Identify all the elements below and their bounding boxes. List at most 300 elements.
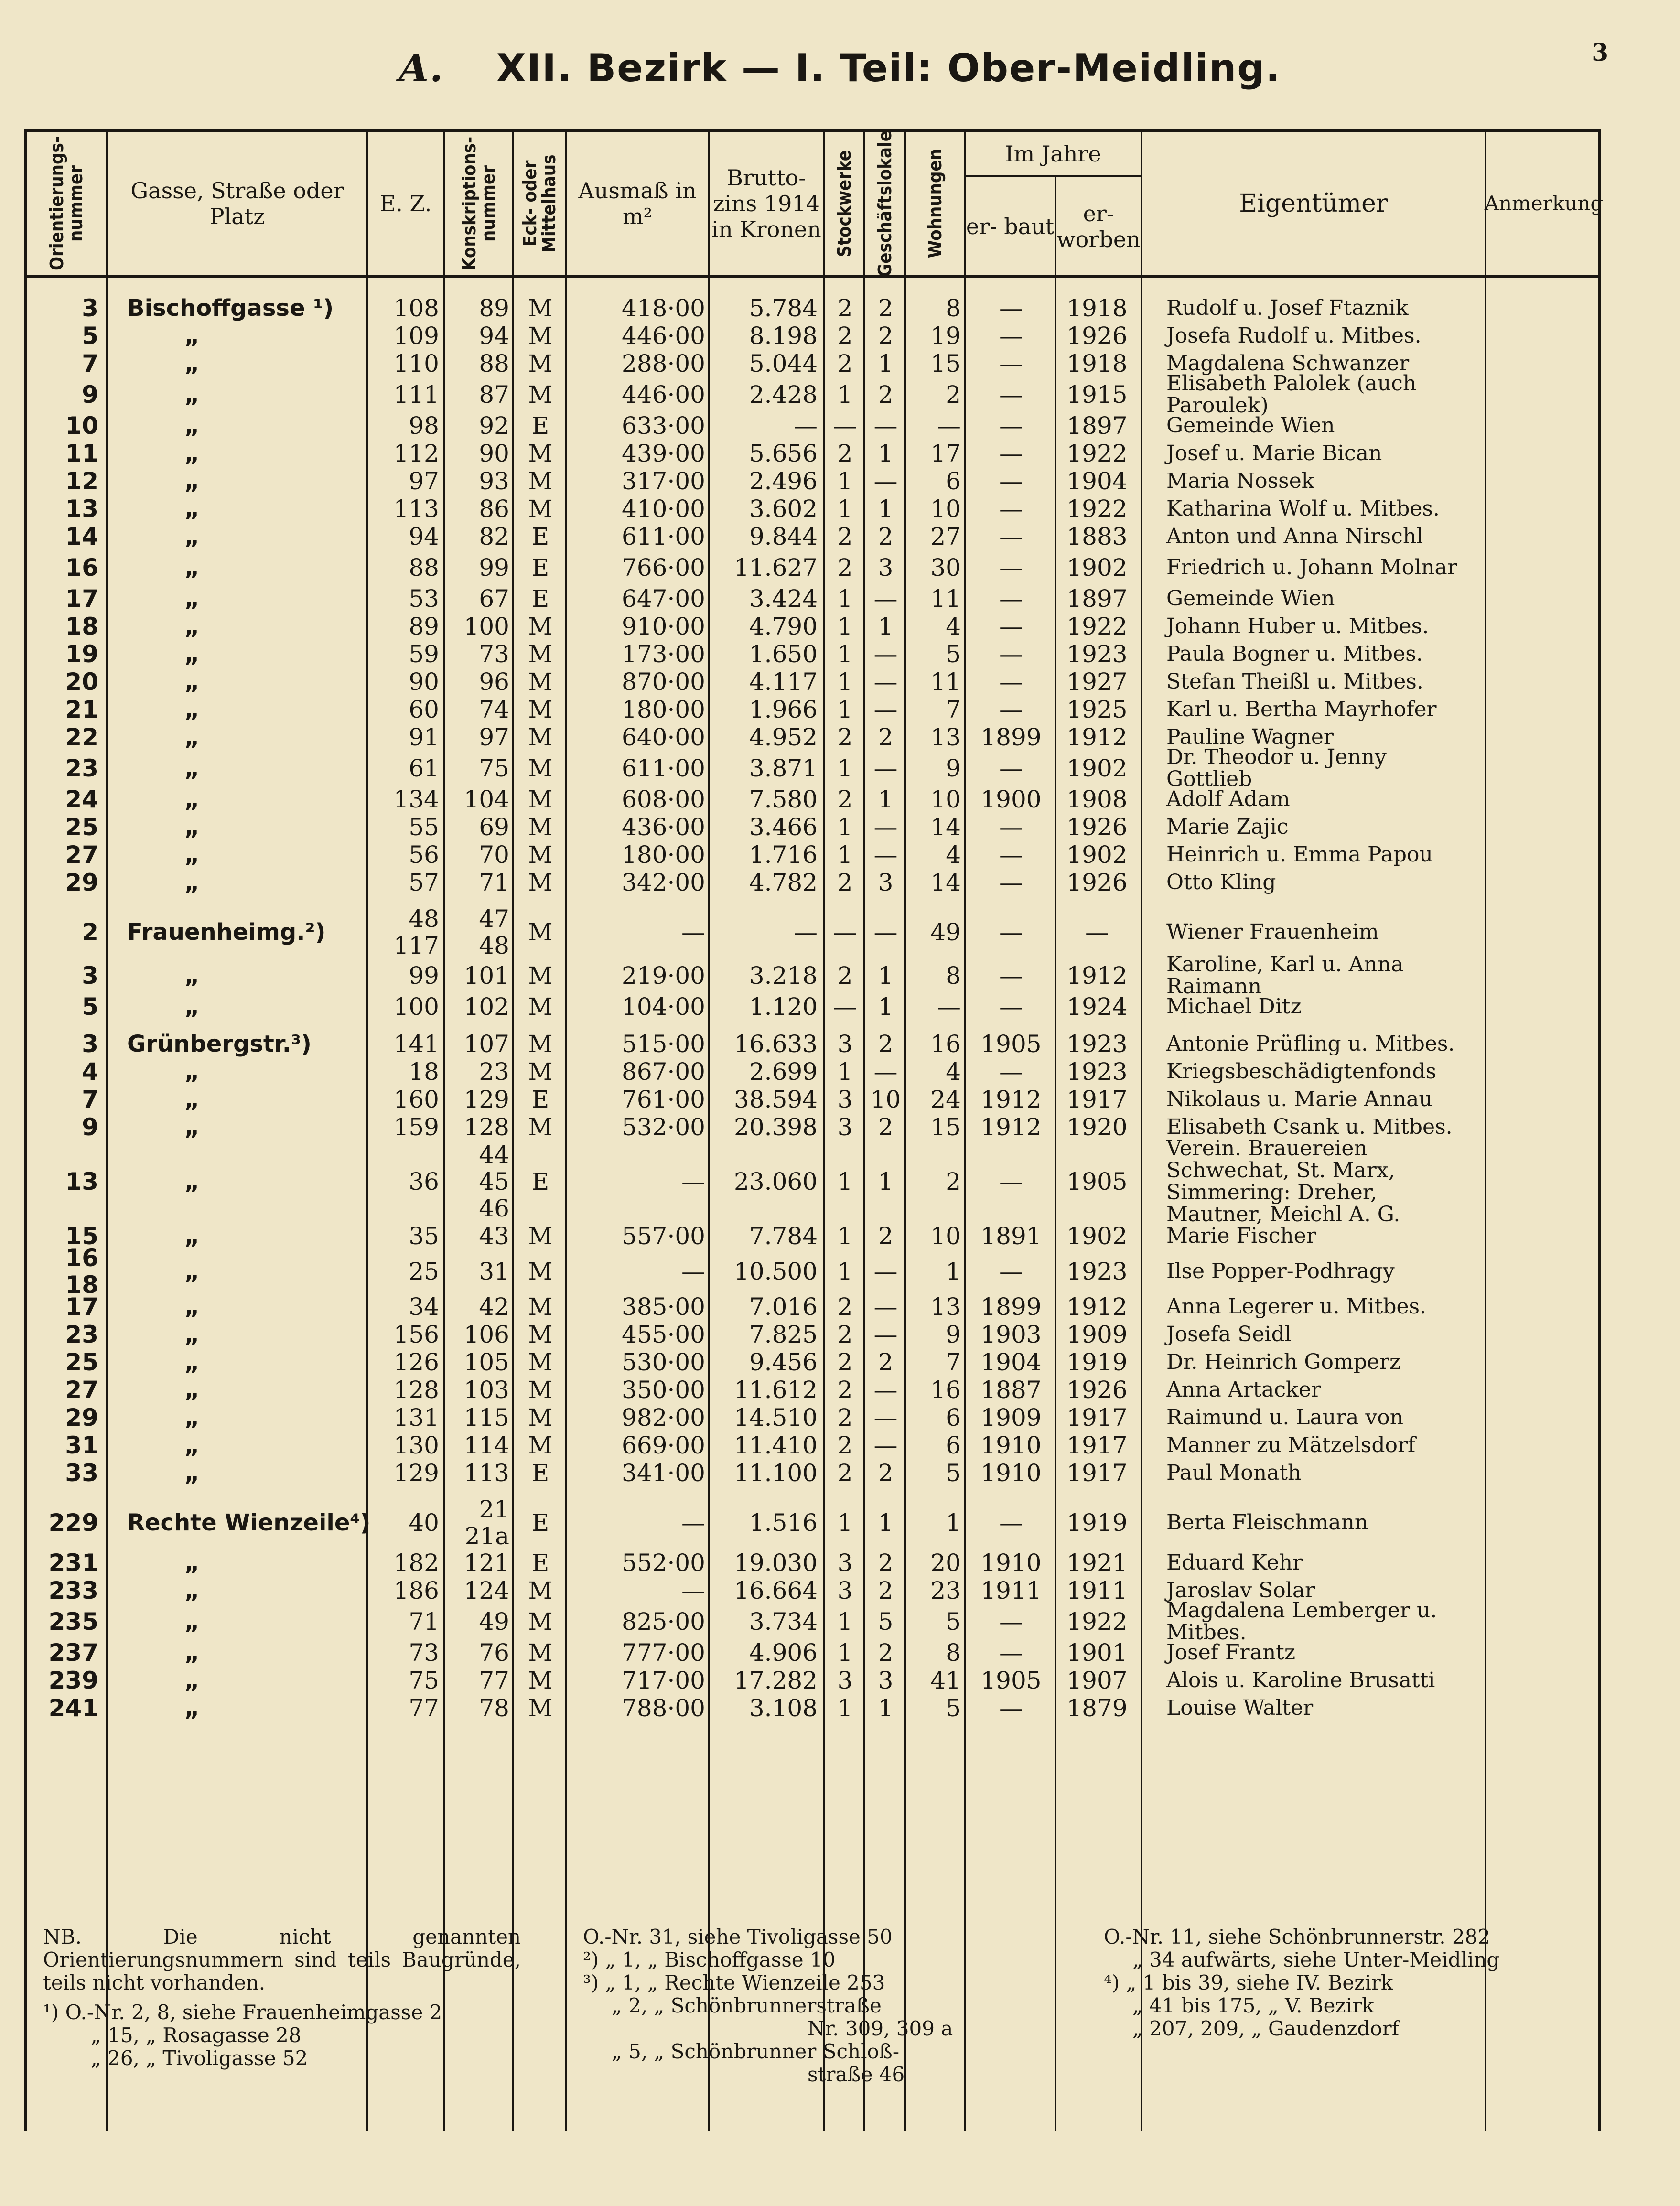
erworben-value: 1917: [1066, 1459, 1128, 1487]
geschaeftslokale-value: —: [873, 1321, 898, 1348]
eck-mittel-value: M: [528, 813, 553, 841]
erworben-value: 1926: [1066, 1376, 1128, 1404]
table-row: [27, 906, 1598, 958]
konskriptionsnummer-value: 87: [479, 381, 509, 409]
orientierungsnummer: 241: [48, 1694, 98, 1722]
bruttozins-value: 3.871: [749, 754, 818, 782]
area-value: 552·00: [622, 1549, 705, 1577]
erworben-value: 1923: [1066, 1030, 1128, 1058]
eck-mittel-value: M: [528, 918, 553, 946]
erbaut-value: —: [999, 322, 1023, 350]
footnote-col2: O.-Nr. 31, siehe Tivoligasse 50 ²) „ 1, „ Bischoffgasse 10 ³) „ 1, „ Rechte Wienzeile 253 „ 2, „ Schönbrunnerstraße Nr. 309, 309 a „ 5, „ Schönbrunner Schloß- straße 46: [583, 1925, 953, 2086]
erbaut-value: —: [999, 1694, 1023, 1722]
bruttozins-value: 11.100: [734, 1459, 818, 1487]
area-value: 611·00: [622, 523, 705, 550]
stockwerke-value: 1: [837, 1258, 853, 1285]
stockwerke-value: 1: [837, 668, 853, 696]
erworben-value: 1902: [1066, 554, 1128, 581]
ez-value: 73: [409, 1639, 439, 1667]
stockwerke-value: —: [833, 993, 857, 1021]
erbaut-value: 1905: [980, 1030, 1042, 1058]
erbaut-value: —: [999, 381, 1023, 409]
area-value: —: [681, 1509, 705, 1537]
owner-name: Elisabeth Csank u. Mitbes.: [1166, 1115, 1453, 1139]
owner-name: Pauline Wagner: [1166, 725, 1334, 749]
eck-mittel-value: M: [528, 869, 553, 896]
street-name: „: [184, 786, 200, 813]
street-name: Bischoffgasse ¹): [127, 295, 334, 322]
table-row: [27, 294, 1598, 322]
orientierungsnummer: 5: [82, 993, 98, 1021]
table-row: [27, 523, 1598, 550]
erbaut-value: —: [999, 841, 1023, 869]
erworben-value: 1902: [1066, 1222, 1128, 1250]
bruttozins-value: 4.790: [749, 613, 818, 640]
owner-name: Eduard Kehr: [1166, 1550, 1303, 1575]
ez-value: 94: [409, 523, 439, 550]
orientierungsnummer: 4: [82, 1058, 98, 1086]
bruttozins-value: 4.117: [749, 668, 818, 696]
area-value: 761·00: [622, 1086, 705, 1113]
table-row: [27, 613, 1598, 640]
stockwerke-value: 1: [837, 640, 853, 668]
area-value: 418·00: [622, 294, 705, 322]
geschaeftslokale-value: —: [873, 1293, 898, 1321]
erworben-value: 1879: [1066, 1694, 1128, 1722]
area-value: 825·00: [622, 1608, 705, 1636]
konskriptionsnummer-value: 89: [479, 294, 509, 322]
eck-mittel-value: M: [528, 1348, 553, 1376]
geschaeftslokale-value: 2: [878, 1030, 894, 1058]
stockwerke-value: 2: [837, 1321, 853, 1348]
area-value: 788·00: [622, 1694, 705, 1722]
eck-mittel-value: M: [528, 440, 553, 467]
orientierungsnummer: 16: [65, 554, 98, 581]
erbaut-value: —: [999, 350, 1023, 377]
konskriptionsnummer-value: 115: [463, 1404, 509, 1431]
bruttozins-value: 1.966: [749, 696, 818, 723]
bruttozins-value: 2.496: [749, 467, 818, 495]
ez-value: 60: [409, 696, 439, 723]
wohnungen-value: 8: [946, 294, 961, 322]
konskriptionsnummer-value: 92: [479, 412, 509, 440]
stockwerke-value: 1: [837, 495, 853, 523]
owner-name: Ilse Popper-Podhragy: [1166, 1259, 1395, 1283]
eck-mittel-value: M: [528, 723, 553, 751]
erworben-value: 1918: [1066, 294, 1128, 322]
eck-mittel-value: M: [528, 1639, 553, 1667]
konskriptionsnummer-value: 97: [479, 723, 509, 751]
area-value: 910·00: [622, 613, 705, 640]
orientierungsnummer: 13: [65, 495, 98, 523]
konskriptionsnummer-value: 44 45 46: [479, 1141, 509, 1222]
erbaut-value: —: [999, 962, 1023, 990]
geschaeftslokale-value: 1: [878, 613, 894, 640]
erworben-value: 1883: [1066, 523, 1128, 550]
wohnungen-value: 10: [930, 495, 961, 523]
erbaut-value: 1905: [980, 1667, 1042, 1694]
erbaut-value: 1909: [980, 1404, 1042, 1431]
konskriptionsnummer-value: 114: [463, 1431, 509, 1459]
eck-mittel-value: M: [528, 1293, 553, 1321]
orientierungsnummer: 9: [82, 381, 98, 409]
street-name: „: [184, 1293, 200, 1320]
bruttozins-value: 16.664: [734, 1577, 818, 1604]
wohnungen-value: 2: [946, 381, 961, 409]
eck-mittel-value: M: [528, 1058, 553, 1086]
street-name: „: [184, 350, 200, 377]
konskriptionsnummer-value: 101: [463, 962, 509, 990]
konskriptionsnummer-value: 93: [479, 467, 509, 495]
bruttozins-value: 7.784: [749, 1222, 818, 1250]
wohnungen-value: 8: [946, 962, 961, 990]
bruttozins-value: 8.198: [749, 322, 818, 350]
table-row: [27, 1348, 1598, 1376]
ez-value: 18: [409, 1058, 439, 1086]
owner-name: Adolf Adam: [1166, 787, 1290, 811]
erbaut-value: —: [999, 585, 1023, 613]
wohnungen-value: 11: [930, 668, 961, 696]
street-name: „: [184, 1058, 200, 1085]
area-value: —: [681, 1577, 705, 1604]
eck-mittel-value: M: [528, 696, 553, 723]
ez-value: 160: [393, 1086, 439, 1113]
ez-value: 25: [409, 1258, 439, 1285]
owner-name: Friedrich u. Johann Molnar: [1166, 555, 1457, 580]
bruttozins-value: 16.633: [734, 1030, 818, 1058]
bruttozins-value: 4.782: [749, 869, 818, 896]
wohnungen-value: 13: [930, 1293, 961, 1321]
ez-value: 159: [393, 1113, 439, 1141]
erworben-value: 1917: [1066, 1431, 1128, 1459]
table-row: [27, 1496, 1598, 1549]
area-value: 173·00: [622, 640, 705, 668]
bruttozins-value: 19.030: [734, 1549, 818, 1577]
erworben-value: 1922: [1066, 495, 1128, 523]
table-row: [27, 1667, 1598, 1694]
erworben-value: 1923: [1066, 1058, 1128, 1086]
area-value: 717·00: [622, 1667, 705, 1694]
eck-mittel-value: E: [531, 1086, 549, 1113]
orientierungsnummer: 29: [65, 869, 98, 896]
geschaeftslokale-value: —: [873, 918, 898, 946]
eck-mittel-value: E: [531, 1549, 549, 1577]
table-row: [27, 1222, 1598, 1250]
stockwerke-value: 2: [837, 1293, 853, 1321]
geschaeftslokale-value: 1: [878, 495, 894, 523]
eck-mittel-value: M: [528, 1577, 553, 1604]
orientierungsnummer: 7: [82, 350, 98, 377]
orientierungsnummer: 15: [65, 1222, 98, 1250]
header-eigentuemer: Eigentümer: [1142, 132, 1486, 275]
stockwerke-value: 2: [837, 723, 853, 751]
eck-mittel-value: M: [528, 668, 553, 696]
erbaut-value: —: [999, 1509, 1023, 1537]
geschaeftslokale-value: —: [873, 841, 898, 869]
table-row: [27, 1598, 1598, 1645]
area-value: 104·00: [622, 993, 705, 1021]
geschaeftslokale-value: 3: [878, 554, 894, 581]
erworben-value: 1925: [1066, 696, 1128, 723]
konskriptionsnummer-value: 23: [479, 1058, 509, 1086]
wohnungen-value: 1: [946, 1509, 961, 1537]
orientierungsnummer: 22: [65, 723, 98, 751]
erbaut-value: —: [999, 918, 1023, 946]
eck-mittel-value: E: [531, 412, 549, 440]
erworben-value: 1926: [1066, 813, 1128, 841]
stockwerke-value: 1: [837, 754, 853, 782]
geschaeftslokale-value: 2: [878, 1459, 894, 1487]
table-row: [27, 1030, 1598, 1058]
wohnungen-value: 14: [930, 813, 961, 841]
table-row: [27, 668, 1598, 696]
owner-name: Verein. Brauereien Schwechat, St. Marx, Simmering: Dreher, Mautner, Meichl A. G.: [1166, 1136, 1400, 1227]
stockwerke-value: 1: [837, 841, 853, 869]
konskriptionsnummer-value: 43: [479, 1222, 509, 1250]
street-name: „: [184, 962, 200, 989]
street-name: „: [184, 1639, 200, 1666]
eck-mittel-value: E: [531, 523, 549, 550]
stockwerke-value: 2: [837, 1376, 853, 1404]
geschaeftslokale-value: —: [873, 412, 898, 440]
erworben-value: 1918: [1066, 350, 1128, 377]
geschaeftslokale-value: 3: [878, 869, 894, 896]
ez-value: 100: [393, 993, 439, 1021]
ez-value: 97: [409, 467, 439, 495]
table-row: [27, 1244, 1598, 1299]
owner-name: Manner zu Mätzelsdorf: [1166, 1433, 1416, 1457]
erbaut-value: —: [999, 1168, 1023, 1195]
erworben-value: 1912: [1066, 1293, 1128, 1321]
eck-mittel-value: E: [531, 585, 549, 613]
table-row: [27, 1549, 1598, 1577]
geschaeftslokale-value: —: [873, 1058, 898, 1086]
street-name: „: [184, 869, 200, 896]
area-value: 669·00: [622, 1431, 705, 1459]
ez-value: 36: [409, 1168, 439, 1195]
wohnungen-value: 16: [930, 1030, 961, 1058]
stockwerke-value: —: [833, 918, 857, 946]
bruttozins-value: 1.716: [749, 841, 818, 869]
orientierungsnummer: 3: [82, 294, 98, 322]
konskriptionsnummer-value: 71: [479, 869, 509, 896]
erbaut-value: 1900: [980, 786, 1042, 813]
area-value: 341·00: [622, 1459, 705, 1487]
erworben-value: 1904: [1066, 467, 1128, 495]
stockwerke-value: 2: [837, 322, 853, 350]
header-gasse: Gasse, Straße oder Platz: [108, 132, 368, 275]
bruttozins-value: 7.016: [749, 1293, 818, 1321]
erworben-value: 1917: [1066, 1404, 1128, 1431]
owner-name: Dr. Theodor u. Jenny Gottlieb: [1166, 745, 1387, 791]
street-name: „: [184, 613, 200, 640]
street-name: Frauenheimg.²): [127, 919, 326, 946]
ez-value: 91: [409, 723, 439, 751]
bruttozins-value: 1.516: [749, 1509, 818, 1537]
table-row: [27, 1639, 1598, 1667]
bruttozins-value: 3.108: [749, 1694, 818, 1722]
table-row: [27, 550, 1598, 585]
bruttozins-value: 23.060: [734, 1168, 818, 1195]
eck-mittel-value: M: [528, 1694, 553, 1722]
geschaeftslokale-value: 3: [878, 1667, 894, 1694]
street-name: „: [184, 1168, 200, 1195]
erworben-value: 1917: [1066, 1086, 1128, 1113]
stockwerke-value: 2: [837, 786, 853, 813]
konskriptionsnummer-value: 76: [479, 1639, 509, 1667]
bruttozins-value: 5.784: [749, 294, 818, 322]
owner-name: Anna Legerer u. Mitbes.: [1166, 1294, 1427, 1319]
wohnungen-value: 41: [930, 1667, 961, 1694]
geschaeftslokale-value: —: [873, 1404, 898, 1431]
eck-mittel-value: M: [528, 294, 553, 322]
area-value: 439·00: [622, 440, 705, 467]
erworben-value: 1901: [1066, 1639, 1128, 1667]
area-value: 867·00: [622, 1058, 705, 1086]
ez-value: 186: [393, 1577, 439, 1604]
owner-name: Johann Huber u. Mitbes.: [1166, 614, 1429, 638]
eck-mittel-value: M: [528, 962, 553, 990]
table-row: [27, 813, 1598, 841]
ez-value: 128: [393, 1376, 439, 1404]
orientierungsnummer: 5: [82, 322, 98, 350]
ez-value: 109: [393, 322, 439, 350]
street-name: „: [184, 814, 200, 840]
bruttozins-value: 3.424: [749, 585, 818, 613]
geschaeftslokale-value: —: [873, 1258, 898, 1285]
stockwerke-value: 1: [837, 1222, 853, 1250]
stockwerke-value: 3: [837, 1113, 853, 1141]
wohnungen-value: 7: [946, 1348, 961, 1376]
eck-mittel-value: M: [528, 1113, 553, 1141]
table-row: [27, 371, 1598, 418]
ez-value: 88: [409, 554, 439, 581]
ez-value: 77: [409, 1694, 439, 1722]
erworben-value: 1927: [1066, 668, 1128, 696]
wohnungen-value: 10: [930, 1222, 961, 1250]
owner-name: Rudolf u. Josef Ftaznik: [1166, 296, 1409, 320]
konskriptionsnummer-value: 67: [479, 585, 509, 613]
orientierungsnummer: 31: [65, 1431, 98, 1459]
owner-name: Nikolaus u. Marie Annau: [1166, 1087, 1432, 1111]
bruttozins-value: —: [794, 918, 818, 946]
footnote-nb: NB. Die nicht genannten Orientierungsnummern sind teils Baugründe, teils nicht vorhanden.: [43, 1925, 521, 1994]
orientierungsnummer: 231: [48, 1549, 98, 1577]
konskriptionsnummer-value: 47 48: [479, 905, 509, 959]
ez-value: 113: [393, 495, 439, 523]
wohnungen-value: 24: [930, 1086, 961, 1113]
street-name: „: [184, 1608, 200, 1635]
wohnungen-value: 23: [930, 1577, 961, 1604]
street-name: „: [184, 755, 200, 782]
street-name: „: [184, 585, 200, 612]
erbaut-value: 1903: [980, 1321, 1042, 1348]
table-row: [27, 952, 1598, 999]
geschaeftslokale-value: 1: [878, 350, 894, 377]
erworben-value: 1908: [1066, 786, 1128, 813]
stockwerke-value: 3: [837, 1086, 853, 1113]
konskriptionsnummer-value: 70: [479, 841, 509, 869]
table-row: [27, 1058, 1598, 1086]
area-value: 633·00: [622, 412, 705, 440]
erworben-value: 1922: [1066, 613, 1128, 640]
bruttozins-value: 4.906: [749, 1639, 818, 1667]
owner-name: Heinrich u. Emma Papou: [1166, 842, 1433, 867]
orientierungsnummer: 239: [48, 1667, 98, 1694]
stockwerke-value: 1: [837, 1509, 853, 1537]
konskriptionsnummer-value: 77: [479, 1667, 509, 1694]
owner-name: Katharina Wolf u. Mitbes.: [1166, 496, 1440, 521]
street-name: „: [184, 1086, 200, 1113]
stockwerke-value: 1: [837, 467, 853, 495]
konskriptionsnummer-value: 121: [463, 1549, 509, 1577]
wohnungen-value: 13: [930, 723, 961, 751]
stockwerke-value: 2: [837, 1348, 853, 1376]
street-name: „: [184, 1460, 200, 1486]
geschaeftslokale-value: 1: [878, 1168, 894, 1195]
street-name: „: [184, 641, 200, 667]
erbaut-value: 1910: [980, 1459, 1042, 1487]
wohnungen-value: 49: [930, 918, 961, 946]
erbaut-value: —: [999, 993, 1023, 1021]
geschaeftslokale-value: 2: [878, 381, 894, 409]
stockwerke-value: 1: [837, 381, 853, 409]
erbaut-value: 1891: [980, 1222, 1042, 1250]
owner-name: Elisabeth Palolek (auch Paroulek): [1166, 371, 1417, 418]
geschaeftslokale-value: 2: [878, 1348, 894, 1376]
street-name: „: [184, 841, 200, 868]
geschaeftslokale-value: 2: [878, 322, 894, 350]
erworben-value: 1923: [1066, 640, 1128, 668]
ez-value: 111: [393, 381, 439, 409]
street-name: „: [184, 523, 200, 550]
geschaeftslokale-value: 1: [878, 962, 894, 990]
erworben-value: —: [1085, 918, 1109, 946]
table-row: [27, 467, 1598, 495]
bruttozins-value: 9.844: [749, 523, 818, 550]
stockwerke-value: 1: [837, 1694, 853, 1722]
erworben-value: 1902: [1066, 841, 1128, 869]
ez-value: 56: [409, 841, 439, 869]
bruttozins-value: 3.734: [749, 1608, 818, 1636]
erbaut-value: —: [999, 412, 1023, 440]
eck-mittel-value: E: [531, 1168, 549, 1195]
wohnungen-value: 4: [946, 1058, 961, 1086]
stockwerke-value: 2: [837, 350, 853, 377]
stockwerke-value: 1: [837, 696, 853, 723]
erworben-value: 1922: [1066, 1608, 1128, 1636]
wohnungen-value: 27: [930, 523, 961, 550]
eck-mittel-value: M: [528, 467, 553, 495]
erbaut-value: —: [999, 495, 1023, 523]
street-name: Grünbergstr.³): [127, 1031, 312, 1057]
wohnungen-value: 5: [946, 1459, 961, 1487]
erworben-value: 1902: [1066, 754, 1128, 782]
orientierungsnummer: 17: [65, 1293, 98, 1321]
eck-mittel-value: M: [528, 1222, 553, 1250]
erbaut-value: 1912: [980, 1086, 1042, 1113]
eck-mittel-value: E: [531, 554, 549, 581]
table-row: [27, 1136, 1598, 1227]
stockwerke-value: 1: [837, 1058, 853, 1086]
eck-mittel-value: M: [528, 1431, 553, 1459]
wohnungen-value: 20: [930, 1549, 961, 1577]
erworben-value: 1919: [1066, 1348, 1128, 1376]
bruttozins-value: 9.456: [749, 1348, 818, 1376]
header-geschaeftslokale: Geschäftslokale: [865, 132, 906, 275]
geschaeftslokale-value: 2: [878, 1549, 894, 1577]
title-text: XII. Bezirk — I. Teil: Ober-Meidling.: [496, 46, 1281, 90]
